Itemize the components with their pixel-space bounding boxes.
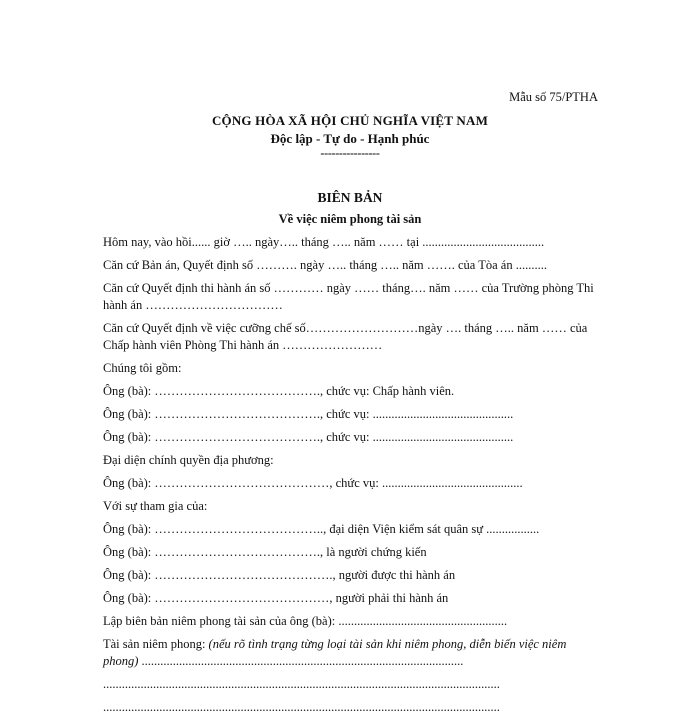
header-separator: ---------------- [320,146,380,160]
document-title: BIÊN BẢN [317,190,383,205]
form-code: Mẫu số 75/PTHA [509,90,598,104]
sealed-assets-dots: ....................................................................................................... [138,654,464,668]
members-heading: Chúng tôi gồm: [103,361,182,375]
national-header [0,112,700,159]
blank-line-2: ............................................................................................................................... [103,700,500,714]
local-authority-line: Ông (bà): ……………………………………, chức vụ: ............................................. [103,476,523,490]
meeting-time-line: Hôm nay, vào hồi...... giờ ….. ngày….. tháng ….. năm …… tại ....................................... [103,235,545,249]
nation-name: CỘNG HÒA XÃ HỘI CHỦ NGHĨA VIỆT NAM [211,113,489,128]
national-motto: Độc lập - Tự do - Hạnh phúc [270,131,430,146]
basis-enforcement-decision-line: Căn cứ Quyết định thi hành án số ………… ngày …… tháng…. năm …… của Trường phòng Thi hành án …………………………… [103,281,594,312]
document-subtitle: Về việc niêm phong tài sản [278,212,422,226]
witness-line: Ông (bà): …………………………………., là người chứng kiến [103,545,427,559]
member-line-2: Ông (bà): …………………………………., chức vụ: ............................................. [103,407,514,421]
participants-heading: Với sự tham gia của: [103,499,208,513]
sealed-assets-line [103,636,598,670]
judgment-creditor-line: Ông (bà): ……………………………………., người được thi hành án [103,568,456,582]
sealed-assets-instruction: (nếu rõ tình trạng từng loại tài sản khi niêm phong, diễn biến việc niêm phong) [103,637,567,668]
member-line-1: Ông (bà): …………………………………., chức vụ: Chấp hành viên. [103,384,455,398]
judgment-debtor-line: Ông (bà): ……………………………………, người phải thi hành án [103,591,449,605]
basis-judgment-line: Căn cứ Bản án, Quyết định số ………. ngày ….. tháng ….. năm ……. của Tòa án .......... [103,258,547,272]
local-authority-heading: Đại diện chính quyền địa phương: [103,453,274,467]
sealed-assets-label: Tài sản niêm phong: [103,637,209,651]
basis-coercion-decision-line: Căn cứ Quyết định về việc cưỡng chế số………………………ngày …. tháng ….. năm …… của Chấp hành viên Phòng Thi hành án …………………… [103,321,588,352]
document-body [103,234,598,716]
blank-line-1: ............................................................................................................................... [103,677,500,691]
sealing-record-line: Lập biên bản niêm phong tài sản của ông (bà): ...................................................... [103,614,508,628]
member-line-3: Ông (bà): …………………………………., chức vụ: ............................................. [103,430,514,444]
procuracy-line: Ông (bà): ………………………………….., đại diện Viện kiểm sát quân sự ................. [103,522,540,536]
